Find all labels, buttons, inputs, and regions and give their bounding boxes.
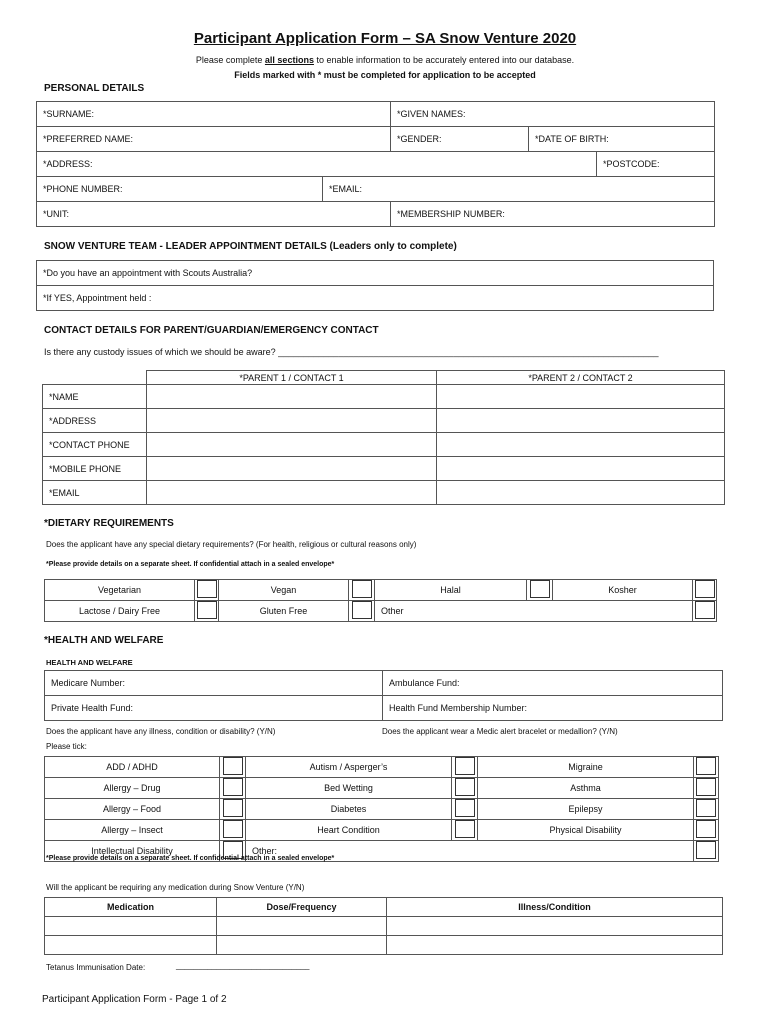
contact-row-mobile-label: *MOBILE PHONE bbox=[43, 457, 147, 481]
dietary-heading: *DIETARY REQUIREMENTS bbox=[44, 518, 174, 529]
condition-other-checkbox[interactable] bbox=[694, 841, 719, 862]
parent1-header: *PARENT 1 / CONTACT 1 bbox=[147, 371, 437, 385]
tetanus-label: Tetanus Immunisation Date: bbox=[46, 963, 146, 972]
condition-add-adhd-label: ADD / ADHD bbox=[45, 757, 220, 778]
diet-gluten-label: Gluten Free bbox=[219, 601, 349, 622]
personal-details-heading: PERSONAL DETAILS bbox=[44, 83, 145, 94]
instructions-line2: Fields marked with * must be completed for application to be accepted bbox=[234, 70, 536, 80]
please-tick-label: Please tick: bbox=[46, 742, 87, 751]
diet-halal-checkbox[interactable] bbox=[527, 580, 553, 601]
condition-migraine-label: Migraine bbox=[478, 757, 694, 778]
leader-appointment-heading: SNOW VENTURE TEAM - LEADER APPOINTMENT DETAILS (Leaders only to complete) bbox=[44, 241, 457, 252]
condition-other-field[interactable]: Other: bbox=[246, 841, 694, 862]
condition-epilepsy-checkbox[interactable] bbox=[694, 799, 719, 820]
address-field[interactable]: *ADDRESS: bbox=[37, 152, 597, 177]
condition-diabetes-label: Diabetes bbox=[246, 799, 452, 820]
condition-autism-label: Autism / Asperger’s bbox=[246, 757, 452, 778]
health-subheading: HEALTH AND WELFARE bbox=[46, 658, 133, 667]
medication-row2-dose[interactable] bbox=[217, 936, 387, 955]
medication-row1-dose[interactable] bbox=[217, 917, 387, 936]
parent2-name-field[interactable] bbox=[437, 385, 725, 409]
diet-halal-label: Halal bbox=[375, 580, 527, 601]
health-heading: *HEALTH AND WELFARE bbox=[44, 635, 164, 646]
conditions-table bbox=[44, 756, 719, 862]
condition-intellectual-label: Intellectual Disability bbox=[45, 841, 220, 862]
health-note: *Please provide details on a separate sheet. If confidential attach in a sealed envelope* bbox=[46, 855, 335, 862]
diet-gluten-checkbox[interactable] bbox=[349, 601, 375, 622]
tetanus-date-field[interactable]: ______________________________ bbox=[176, 961, 310, 970]
condition-allergy-insect-label: Allergy – Insect bbox=[45, 820, 220, 841]
parent1-address-field[interactable] bbox=[147, 409, 437, 433]
given-names-field[interactable]: *GIVEN NAMES: bbox=[391, 102, 715, 127]
dietary-note: *Please provide details on a separate sheet. If confidential attach in a sealed envelope* bbox=[46, 561, 335, 568]
appointment-held-field[interactable]: *If YES, Appointment held : bbox=[37, 286, 714, 311]
diet-lactose-label: Lactose / Dairy Free bbox=[45, 601, 195, 622]
diet-other-field[interactable]: Other bbox=[375, 601, 693, 622]
appointment-question-field[interactable]: *Do you have an appointment with Scouts Australia? bbox=[37, 261, 714, 286]
surname-field[interactable]: *SURNAME: bbox=[37, 102, 391, 127]
medicare-field[interactable]: Medicare Number: bbox=[45, 671, 383, 696]
medication-question: Will the applicant be requiring any medication during Snow Venture (Y/N) bbox=[46, 883, 305, 892]
phone-field[interactable]: *PHONE NUMBER: bbox=[37, 177, 323, 202]
contact-table bbox=[42, 370, 725, 505]
gender-field[interactable]: *GENDER: bbox=[391, 127, 529, 152]
diet-lactose-checkbox[interactable] bbox=[195, 601, 219, 622]
contact-row-name-label: *NAME bbox=[43, 385, 147, 409]
condition-physical-disability-label: Physical Disability bbox=[478, 820, 694, 841]
personal-details-table bbox=[36, 101, 715, 227]
medication-row2-condition[interactable] bbox=[387, 936, 723, 955]
medication-row1-condition[interactable] bbox=[387, 917, 723, 936]
postcode-field[interactable]: *POSTCODE: bbox=[597, 152, 715, 177]
medication-row2-medication[interactable] bbox=[45, 936, 217, 955]
health-fund-table bbox=[44, 670, 723, 721]
parent1-phone-field[interactable] bbox=[147, 433, 437, 457]
unit-field[interactable]: *UNIT: bbox=[37, 202, 391, 227]
condition-bed-wetting-label: Bed Wetting bbox=[246, 778, 452, 799]
condition-allergy-drug-checkbox[interactable] bbox=[220, 778, 246, 799]
contact-row-phone-label: *CONTACT PHONE bbox=[43, 433, 147, 457]
all-sections-emphasis: all sections bbox=[264, 55, 314, 65]
parent1-name-field[interactable] bbox=[147, 385, 437, 409]
ambulance-fund-field[interactable]: Ambulance Fund: bbox=[383, 671, 723, 696]
condition-add-adhd-checkbox[interactable] bbox=[220, 757, 246, 778]
dietary-question: Does the applicant have any special dietary requirements? (For health, religious or cultural reasons only) bbox=[46, 540, 417, 549]
condition-heart-checkbox[interactable] bbox=[452, 820, 478, 841]
parent2-address-field[interactable] bbox=[437, 409, 725, 433]
parent2-email-field[interactable] bbox=[437, 481, 725, 505]
email-field[interactable]: *EMAIL: bbox=[323, 177, 715, 202]
condition-physical-disability-checkbox[interactable] bbox=[694, 820, 719, 841]
parent1-email-field[interactable] bbox=[147, 481, 437, 505]
health-membership-field[interactable]: Health Fund Membership Number: bbox=[383, 696, 723, 721]
parent2-phone-field[interactable] bbox=[437, 433, 725, 457]
dob-field[interactable]: *DATE OF BIRTH: bbox=[529, 127, 715, 152]
medic-alert-question: Does the applicant wear a Medic alert bracelet or medallion? (Y/N) bbox=[382, 727, 618, 736]
custody-question: Is there any custody issues of which we should be aware? ____________________________________________________________________________ bbox=[44, 347, 659, 357]
illness-condition-header: Illness/Condition bbox=[387, 898, 723, 917]
dietary-table bbox=[44, 579, 717, 622]
diet-kosher-label: Kosher bbox=[553, 580, 693, 601]
page-title: Participant Application Form – SA Snow Venture 2020 bbox=[193, 30, 577, 47]
condition-asthma-checkbox[interactable] bbox=[694, 778, 719, 799]
private-health-field[interactable]: Private Health Fund: bbox=[45, 696, 383, 721]
diet-vegetarian-label: Vegetarian bbox=[45, 580, 195, 601]
condition-allergy-food-checkbox[interactable] bbox=[220, 799, 246, 820]
parent2-mobile-field[interactable] bbox=[437, 457, 725, 481]
diet-vegan-checkbox[interactable] bbox=[349, 580, 375, 601]
condition-bed-wetting-checkbox[interactable] bbox=[452, 778, 478, 799]
leader-appointment-table bbox=[36, 260, 714, 311]
diet-other-checkbox[interactable] bbox=[693, 601, 717, 622]
condition-allergy-food-label: Allergy – Food bbox=[45, 799, 220, 820]
dose-frequency-header: Dose/Frequency bbox=[217, 898, 387, 917]
diet-kosher-checkbox[interactable] bbox=[693, 580, 717, 601]
preferred-name-field[interactable]: *PREFERRED NAME: bbox=[37, 127, 391, 152]
condition-allergy-drug-label: Allergy – Drug bbox=[45, 778, 220, 799]
instructions-line1: Please complete all sections to enable information to be accurately entered into our database. bbox=[195, 55, 575, 65]
condition-diabetes-checkbox[interactable] bbox=[452, 799, 478, 820]
condition-heart-label: Heart Condition bbox=[246, 820, 452, 841]
page-footer: Participant Application Form - Page 1 of 2 bbox=[42, 994, 227, 1005]
condition-asthma-label: Asthma bbox=[478, 778, 694, 799]
contact-details-heading: CONTACT DETAILS FOR PARENT/GUARDIAN/EMERGENCY CONTACT bbox=[44, 325, 379, 336]
parent2-header: *PARENT 2 / CONTACT 2 bbox=[437, 371, 725, 385]
condition-migraine-checkbox[interactable] bbox=[694, 757, 719, 778]
condition-autism-checkbox[interactable] bbox=[452, 757, 478, 778]
parent1-mobile-field[interactable] bbox=[147, 457, 437, 481]
condition-epilepsy-label: Epilepsy bbox=[478, 799, 694, 820]
condition-allergy-insect-checkbox[interactable] bbox=[220, 820, 246, 841]
medication-header: Medication bbox=[45, 898, 217, 917]
contact-row-email-label: *EMAIL bbox=[43, 481, 147, 505]
diet-vegan-label: Vegan bbox=[219, 580, 349, 601]
medication-table bbox=[44, 897, 723, 955]
diet-vegetarian-checkbox[interactable] bbox=[195, 580, 219, 601]
contact-corner bbox=[43, 371, 147, 385]
illness-question: Does the applicant have any illness, condition or disability? (Y/N) bbox=[46, 727, 276, 736]
medication-row1-medication[interactable] bbox=[45, 917, 217, 936]
membership-number-field[interactable]: *MEMBERSHIP NUMBER: bbox=[391, 202, 715, 227]
contact-row-address-label: *ADDRESS bbox=[43, 409, 147, 433]
